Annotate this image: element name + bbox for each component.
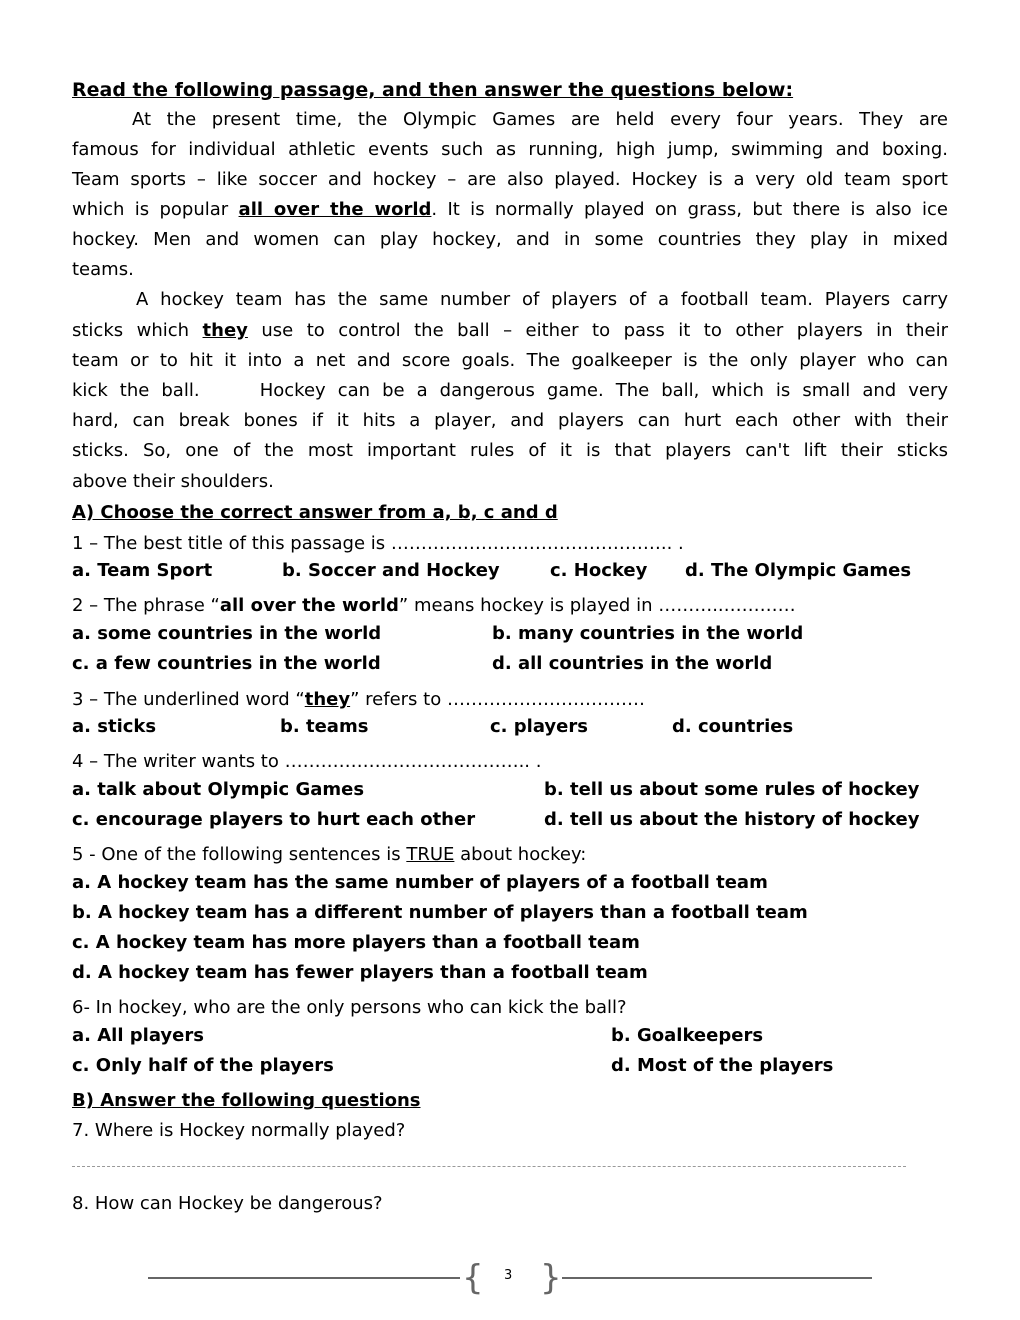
q4-option-c[interactable]: c. encourage players to hurt each other [72,809,476,830]
footer-divider-left [148,1277,460,1279]
q2-option-d[interactable]: d. all countries in the world [492,653,773,674]
text: 2 – The phrase “ [72,595,220,616]
question-4: 4 – The writer wants to ………………………………….. . [72,751,542,772]
underlined-word: they [202,320,248,341]
text: . It is normally played on grass, but there is also ice [431,199,948,220]
text: which is popular [72,199,229,220]
text: ” refers to …………………………… [350,689,645,710]
text: sticks which [72,320,190,341]
passage-line: famous for individual athletic events such as running, high jump, swimming and boxing. [72,139,948,160]
left-bracket-icon: { [462,1258,484,1298]
q3-option-c[interactable]: c. players [490,716,588,737]
question-3 [72,685,948,715]
q1-option-b[interactable]: b. Soccer and Hockey [282,560,500,581]
q5-option-b[interactable]: b. A hockey team has a different number of players than a football team [72,902,808,923]
q1-option-a[interactable]: a. Team Sport [72,560,213,581]
text: 3 – The underlined word “ [72,689,305,710]
question-7: 7. Where is Hockey normally played? [72,1120,406,1141]
passage-line: teams. [72,259,134,280]
footer-divider-right [562,1277,872,1279]
instructions-heading: Read the following passage, and then answer the questions below: [72,79,794,101]
passage-line: above their shoulders. [72,471,274,492]
passage-line: sticks. So, one of the most important rules of it is that players can't lift their sticks [72,440,948,461]
question-8: 8. How can Hockey be dangerous? [72,1193,383,1214]
phrase: all over the world [219,595,399,616]
q6-option-d[interactable]: d. Most of the players [611,1055,834,1076]
q3-option-a[interactable]: a. sticks [72,716,157,737]
q4-option-d[interactable]: d. tell us about the history of hockey [544,809,920,830]
q2-option-c[interactable]: c. a few countries in the world [72,653,381,674]
passage-line [72,316,948,346]
q3-option-b[interactable]: b. teams [280,716,369,737]
q4-option-a[interactable]: a. talk about Olympic Games [72,779,365,800]
q5-option-a[interactable]: a. A hockey team has the same number of players of a football team [72,872,768,893]
q1-option-c[interactable]: c. Hockey [550,560,648,581]
word: they [304,689,351,710]
passage-line: A hockey team has the same number of players of a football team. Players carry [136,289,948,310]
q6-option-a[interactable]: a. All players [72,1025,204,1046]
page-number: 3 [504,1268,513,1283]
q3-option-d[interactable]: d. countries [672,716,794,737]
passage-line: hard, can break bones if it hits a player, and players can hurt each other with their [72,410,948,431]
q1-option-d[interactable]: d. The Olympic Games [685,560,912,581]
underlined-phrase: all over the world [238,199,432,220]
text: ” means hockey is played in ………..………… [398,595,796,616]
passage-line: At the present time, the Olympic Games are held every four years. They are [132,109,948,130]
q5-option-c[interactable]: c. A hockey team has more players than a football team [72,932,640,953]
answer-line[interactable] [72,1166,906,1167]
text: about hockey: [460,844,587,865]
passage-line: kick the ball. Hockey can be a dangerous game. The ball, which is small and very [72,380,948,401]
q6-option-c[interactable]: c. Only half of the players [72,1055,334,1076]
right-bracket-icon: } [540,1258,562,1298]
question-1: 1 – The best title of this passage is ……………………………………….. . [72,533,684,554]
q6-option-b[interactable]: b. Goalkeepers [611,1025,764,1046]
text: 5 - One of the following sentences is [72,844,401,865]
q2-option-a[interactable]: a. some countries in the world [72,623,382,644]
passage-line: team or to hit it into a net and score goals. The goalkeeper is the only player who can [72,350,948,371]
word: TRUE [406,844,455,865]
question-6: 6- In hockey, who are the only persons who can kick the ball? [72,997,627,1018]
passage-line [72,195,948,225]
section-a-heading: A) Choose the correct answer from a, b, c and d [72,502,558,523]
question-5 [72,840,948,870]
text: use to control the ball – either to pass it to other players in their [261,320,948,341]
q2-option-b[interactable]: b. many countries in the world [492,623,804,644]
q4-option-b[interactable]: b. tell us about some rules of hockey [544,779,920,800]
section-b-heading: B) Answer the following questions [72,1090,421,1111]
q5-option-d[interactable]: d. A hockey team has fewer players than a football team [72,962,648,983]
question-2 [72,591,948,621]
passage-line: hockey. Men and women can play hockey, and in some countries they play in mixed [72,229,948,250]
passage-line: Team sports – like soccer and hockey – are also played. Hockey is a very old team sport [72,169,948,190]
